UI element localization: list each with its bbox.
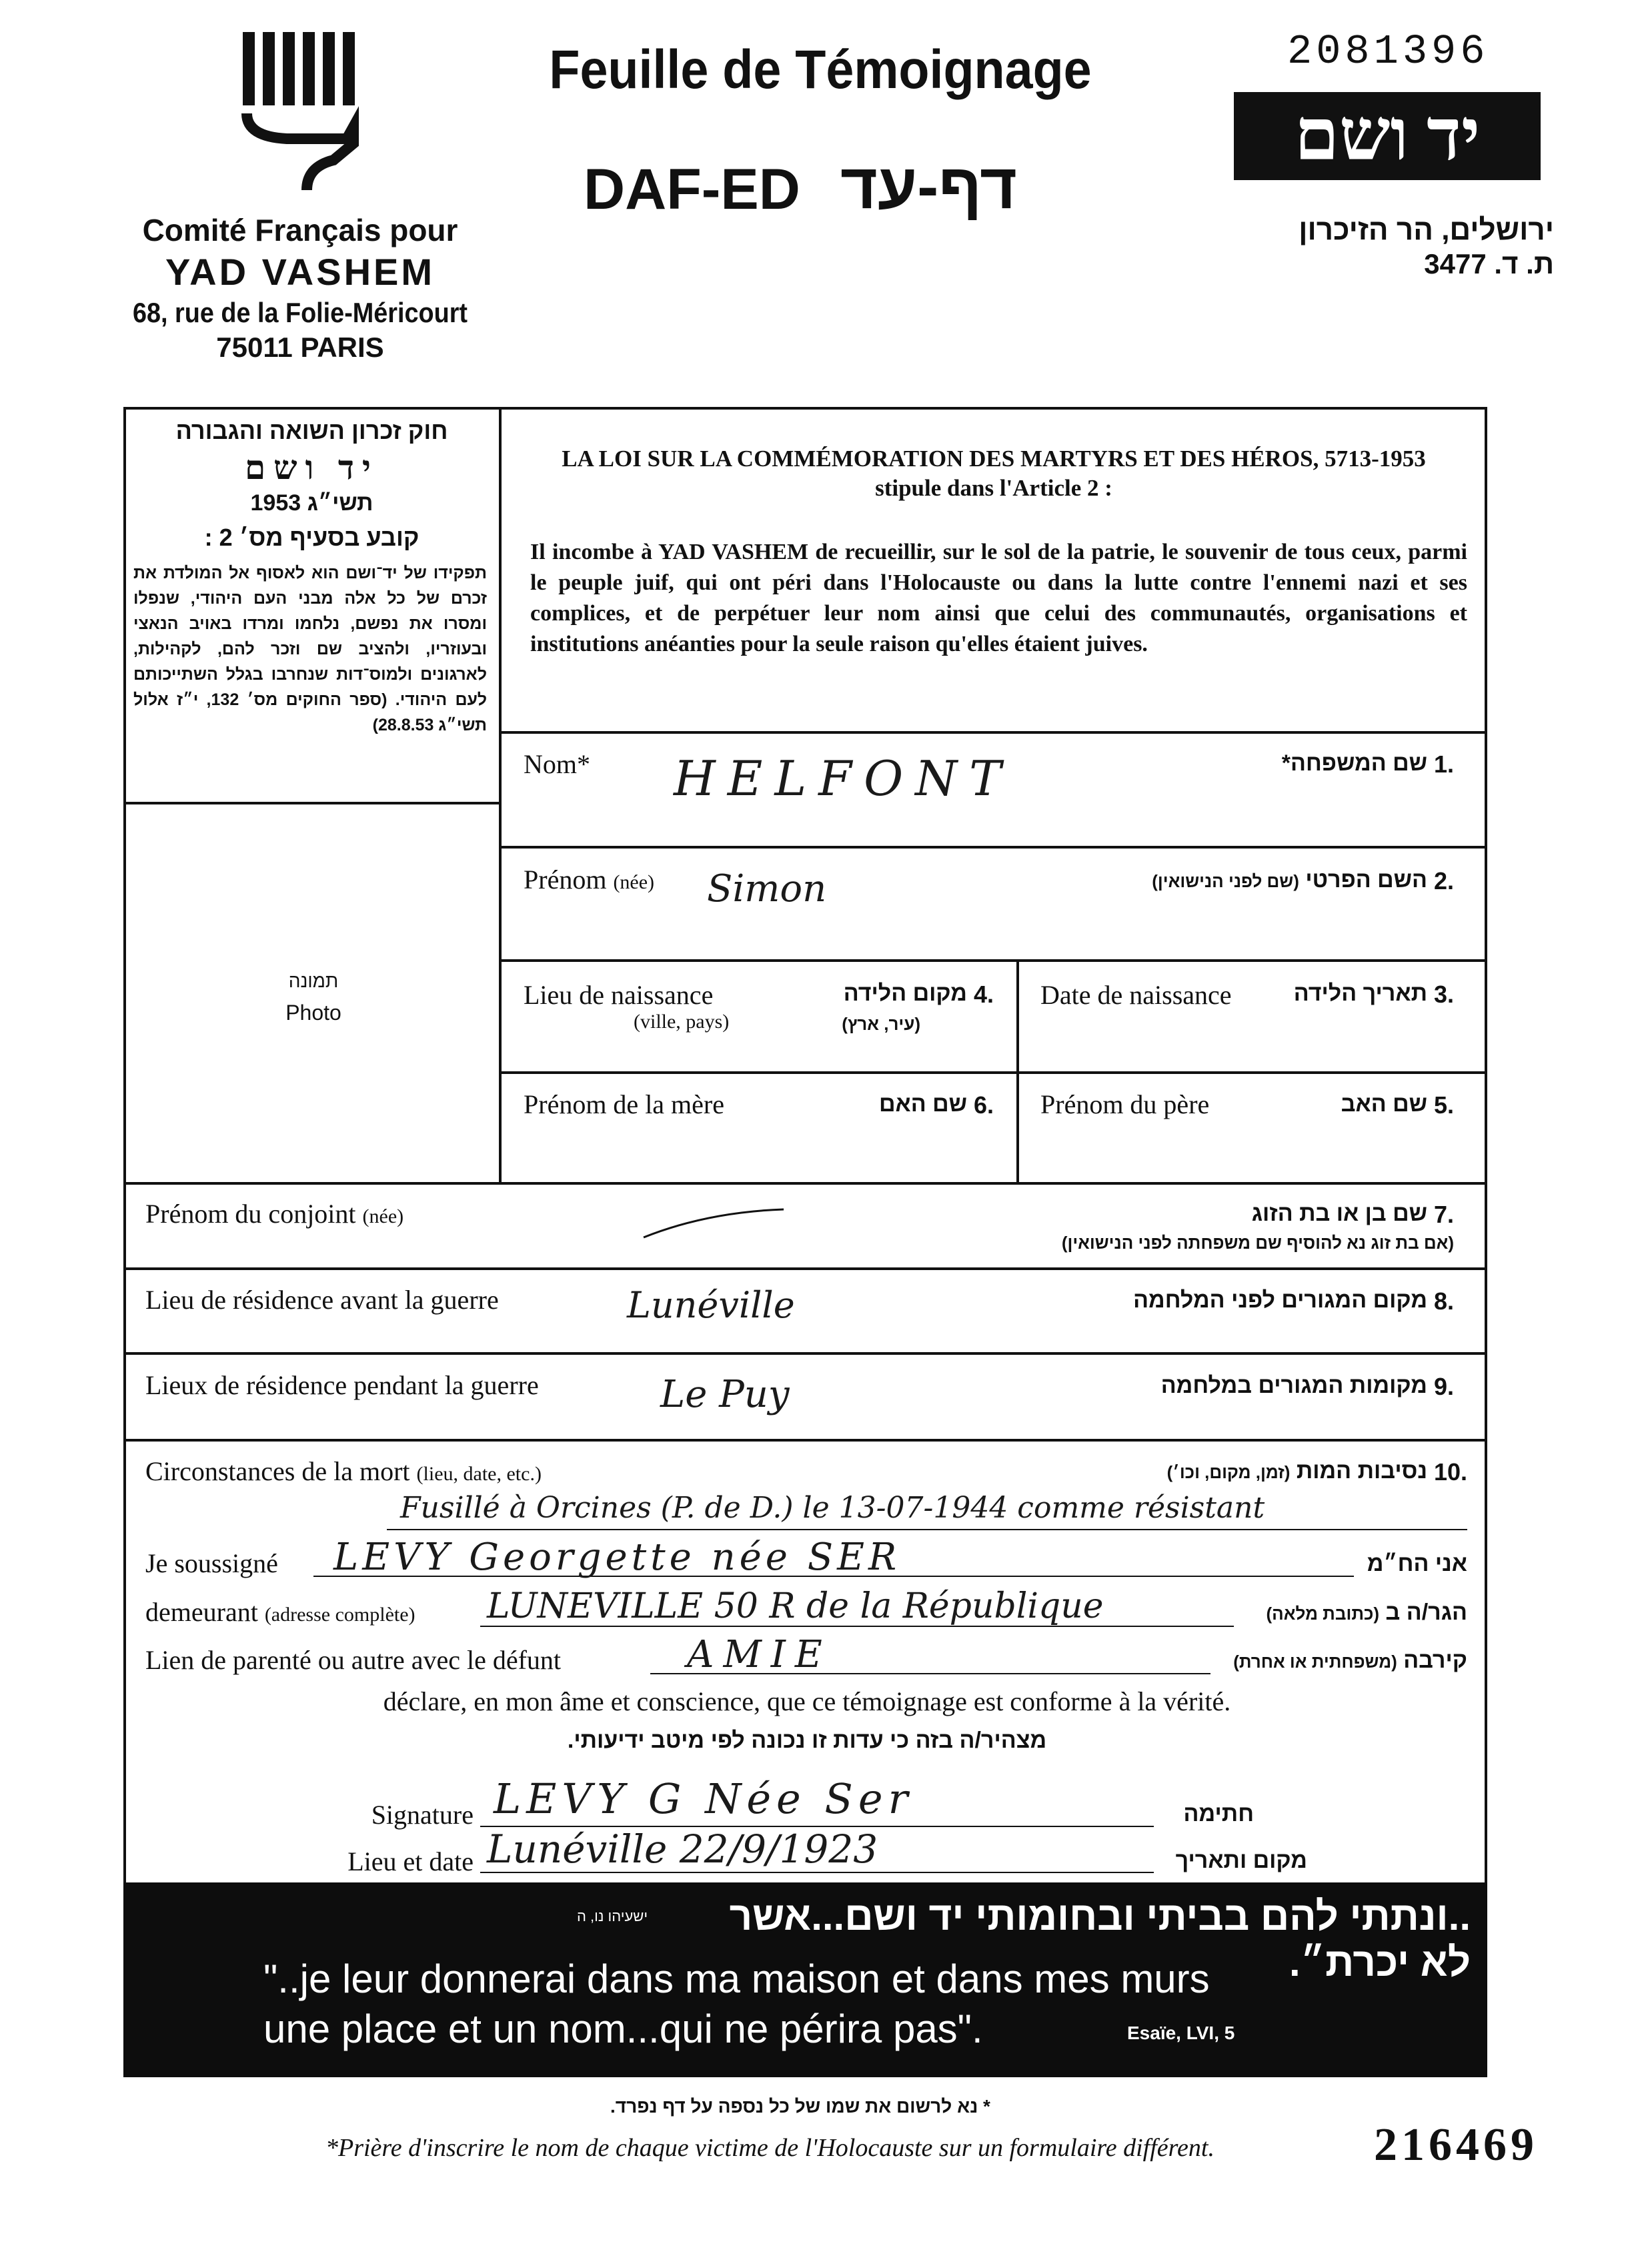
banner-french-ref: Esaïe, LVI, 5 [1127,2023,1235,2043]
law-hebrew-clause: קובע בסעיף מס׳ 2 : [204,524,420,551]
banner-hebrew-quote: ..ונתתי להם בביתי ובחומותי יד ושם...אשר לא יכרת״. [729,1894,1471,1985]
doc-number: 2081396 [1287,28,1489,75]
banner-hebrew-ref: ישעיהו נו, ה [577,1908,648,1924]
law-hebrew-name: יד ושם [244,449,379,486]
prenom-pere-label: Prénom du père [1040,1089,1210,1119]
prenom-label-text: Prénom [524,865,607,895]
declaration-french: déclare, en mon âme et conscience, que ce témoignage est conforme à la vérité. [383,1686,1231,1716]
circonstances-hebrew-text: נסיבות המות [1296,1458,1427,1484]
conjoint-strike-line [640,1204,787,1244]
conjoint-label-note: (née) [362,1205,404,1227]
org-line-1: Comité Français pour [142,213,458,247]
prenom-label-note: (née) [613,871,655,893]
residence-pendant-num: 9. [1434,1373,1455,1400]
demeurant-hebrew [1247,1600,1467,1626]
declaration-hebrew: מצהיר/ה בזה כי עדות זו נכונה לפי מיטב ידיעותי. [567,1728,1047,1753]
nom-hebrew-label: שם המשפחה* [1281,750,1427,776]
nom-label: Nom* [524,749,590,779]
daf-ed-latin: DAF-ED [584,157,800,221]
circonstances-label-note: (lieu, date, etc.) [416,1463,542,1485]
residence-avant-num: 8. [1434,1287,1455,1315]
nom-num: 1. [1434,750,1455,778]
po-box-hebrew: ת. ד. 3477 [1424,248,1554,279]
circonstances-num: 10. [1434,1458,1468,1486]
lieu-naissance-hebrew-note: (עיר, ארץ) [842,1014,920,1034]
lien-hebrew-text: קירבה [1403,1648,1467,1673]
prenom-mere-num: 6. [974,1091,994,1119]
page-title: Feuille de Témoignage [549,39,1092,100]
banner-french-line1: "..je leur donnerai dans ma maison et dans mes murs [263,1956,1210,2001]
prenom-num: 2. [1434,867,1455,895]
lieu-naissance-note: (ville, pays) [634,1011,730,1033]
date-naissance-hebrew: תאריך הלידה [1293,981,1427,1006]
residence-avant-hebrew: מקום המגורים לפני המלחמה [1133,1287,1427,1313]
law-hebrew-year: תשי״ג 1953 [250,490,373,516]
demeurant-label-note: (adresse complète) [264,1604,416,1626]
address-hebrew: ירושלים, הר הזיכרון [1299,213,1554,246]
lien-value[interactable]: AMIE [687,1633,832,1676]
lien-hebrew [1220,1648,1467,1674]
footer-hebrew-note: * נא לרשום את שמו של כל נספה על דף נפרד. [610,2096,990,2117]
lieu-date-label: Lieu et date [347,1846,474,1876]
lieu-naissance-hebrew: מקום הלידה [843,981,967,1006]
residence-pendant-hebrew: מקומות המגורים במלחמה [1160,1373,1427,1398]
daf-ed-hebrew: דף-עד [840,151,1017,222]
law-french-subtitle: stipule dans l'Article 2 : [875,475,1112,501]
law-hebrew-body: תפקידו של יד־ושם הוא לאסוף אל המולדת את זכרם של כל אלה מבני העם היהודי, שנפלו ומסרו את נפשם, נלחמו ומרדו באויב הנאצי ובעוזריו, ולהציב שם וזכר להם, לקהילות, לארגונים ולמוס־דות שנחרבו בגלל השתייכותם לעם היהודי. (ספר החוקים מס׳ 132, י״ז אלול תשי״ג 28.8.53) [133,564,487,734]
conjoint-num: 7. [1434,1201,1455,1228]
law-french-body: Il incombe à YAD VASHEM de recueillir, sur le sol de la patrie, le souvenir de tous ceux, parmi le peuple juif, qui ont péri dans l'Holocauste ou dans la lutte contre l'ennemi nazi et ses complices, et de perpétuer leur nom ainsi que celui des communautés, organisations et institutions anéanties pour la seule raison qu'elles étaient juives. [530,540,1467,656]
lieu-date-value[interactable]: Lunéville 22/9/1923 [487,1826,878,1872]
circonstances-hebrew-note: (זמן, מקום, וכו׳) [1166,1462,1291,1482]
signature-label: Signature [371,1800,474,1830]
org-line-3: 68, rue de la Folie-Méricourt [132,297,468,328]
prenom-hebrew-note: (שם לפני הנישואין) [1152,871,1299,891]
residence-pendant-value[interactable]: Le Puy [660,1373,790,1416]
prenom-mere-hebrew: שם האם [879,1091,967,1117]
prenom-pere-num: 5. [1434,1091,1455,1119]
demeurant-hebrew-note: (כתובת מלאה) [1266,1604,1380,1624]
prenom-label [524,864,654,895]
org-line-4: 75011 PARIS [216,332,384,363]
prenom-mere-label: Prénom de la mère [524,1089,724,1119]
circonstances-value[interactable]: Fusillé à Orcines (P. de D.) le 13-07-1944 comme résistant [400,1491,1265,1525]
yad-vashem-logo: יד ושם [1234,92,1541,180]
lieu-naissance-label: Lieu de naissance [524,980,714,1010]
lien-hebrew-note: (משפחתית או אחרת) [1233,1652,1397,1672]
org-line-2: YAD VASHEM [165,251,436,293]
prenom-value[interactable]: Simon [707,867,827,911]
conjoint-label [145,1198,403,1229]
prenom-hebrew-text: השם הפרטי [1305,867,1427,893]
residence-avant-label: Lieu de résidence avant la guerre [145,1285,499,1315]
footer-french-note: *Prière d'inscrire le nom de chaque victime de l'Holocauste sur un formulaire différent. [325,2134,1214,2162]
circonstances-hebrew [1000,1458,1427,1484]
law-hebrew-title: חוק זכרון השואה והגבורה [175,417,448,444]
date-naissance-num: 3. [1434,981,1455,1008]
residence-pendant-label: Lieux de résidence pendant la guerre [145,1370,539,1400]
conjoint-hebrew-note: (אם בת זוג נא להוסיף שם משפחתה לפני הנישואין) [1061,1233,1454,1253]
circonstances-label-text: Circonstances de la mort [145,1456,410,1486]
demeurant-hebrew-text: הגר/ה ב [1385,1600,1467,1625]
soussigne-hebrew: אני הח״מ [1367,1551,1467,1576]
soussigne-label: Je soussigné [145,1548,278,1578]
law-french-title: LA LOI SUR LA COMMÉMORATION DES MARTYRS ET DES HÉROS, 5713-1953 [562,446,1426,472]
conjoint-label-text: Prénom du conjoint [145,1199,356,1229]
demeurant-value[interactable]: LUNEVILLE 50 R de la République [487,1586,1104,1626]
date-naissance-label: Date de naissance [1040,980,1232,1010]
signature-hebrew: חתימה [1183,1801,1254,1826]
lien-label: Lien de parenté ou autre avec le défunt [145,1645,562,1675]
prenom-hebrew-label [1067,867,1427,893]
lieu-date-hebrew: מקום ותאריך [1175,1848,1307,1873]
conjoint-hebrew: שם בן או בת הזוג [1251,1201,1427,1226]
footer-serial: 216469 [1374,2119,1538,2171]
lieu-date-line [480,1872,1154,1873]
soussigne-value[interactable]: LEVY Georgette née SER [333,1536,901,1579]
banner-french-line2: une place et un nom...qui ne périra pas". [263,2007,983,2051]
lieu-naissance-num: 4. [974,981,994,1008]
residence-avant-value[interactable]: Lunéville [627,1284,795,1326]
photo-label-french: Photo [285,1001,341,1025]
circonstances-label [145,1456,542,1487]
prenom-pere-hebrew: שם האב [1341,1091,1427,1117]
signature-value[interactable]: LEVY G Née Ser [494,1774,914,1823]
demeurant-label-text: demeurant [145,1597,258,1627]
nom-value[interactable]: HELFONT [674,750,1014,806]
menorah-logo [233,27,360,200]
photo-label-hebrew: תמונה [288,971,339,991]
demeurant-label [145,1596,416,1628]
circonstances-underline [387,1529,1467,1530]
quote-banner [123,1882,1487,2077]
